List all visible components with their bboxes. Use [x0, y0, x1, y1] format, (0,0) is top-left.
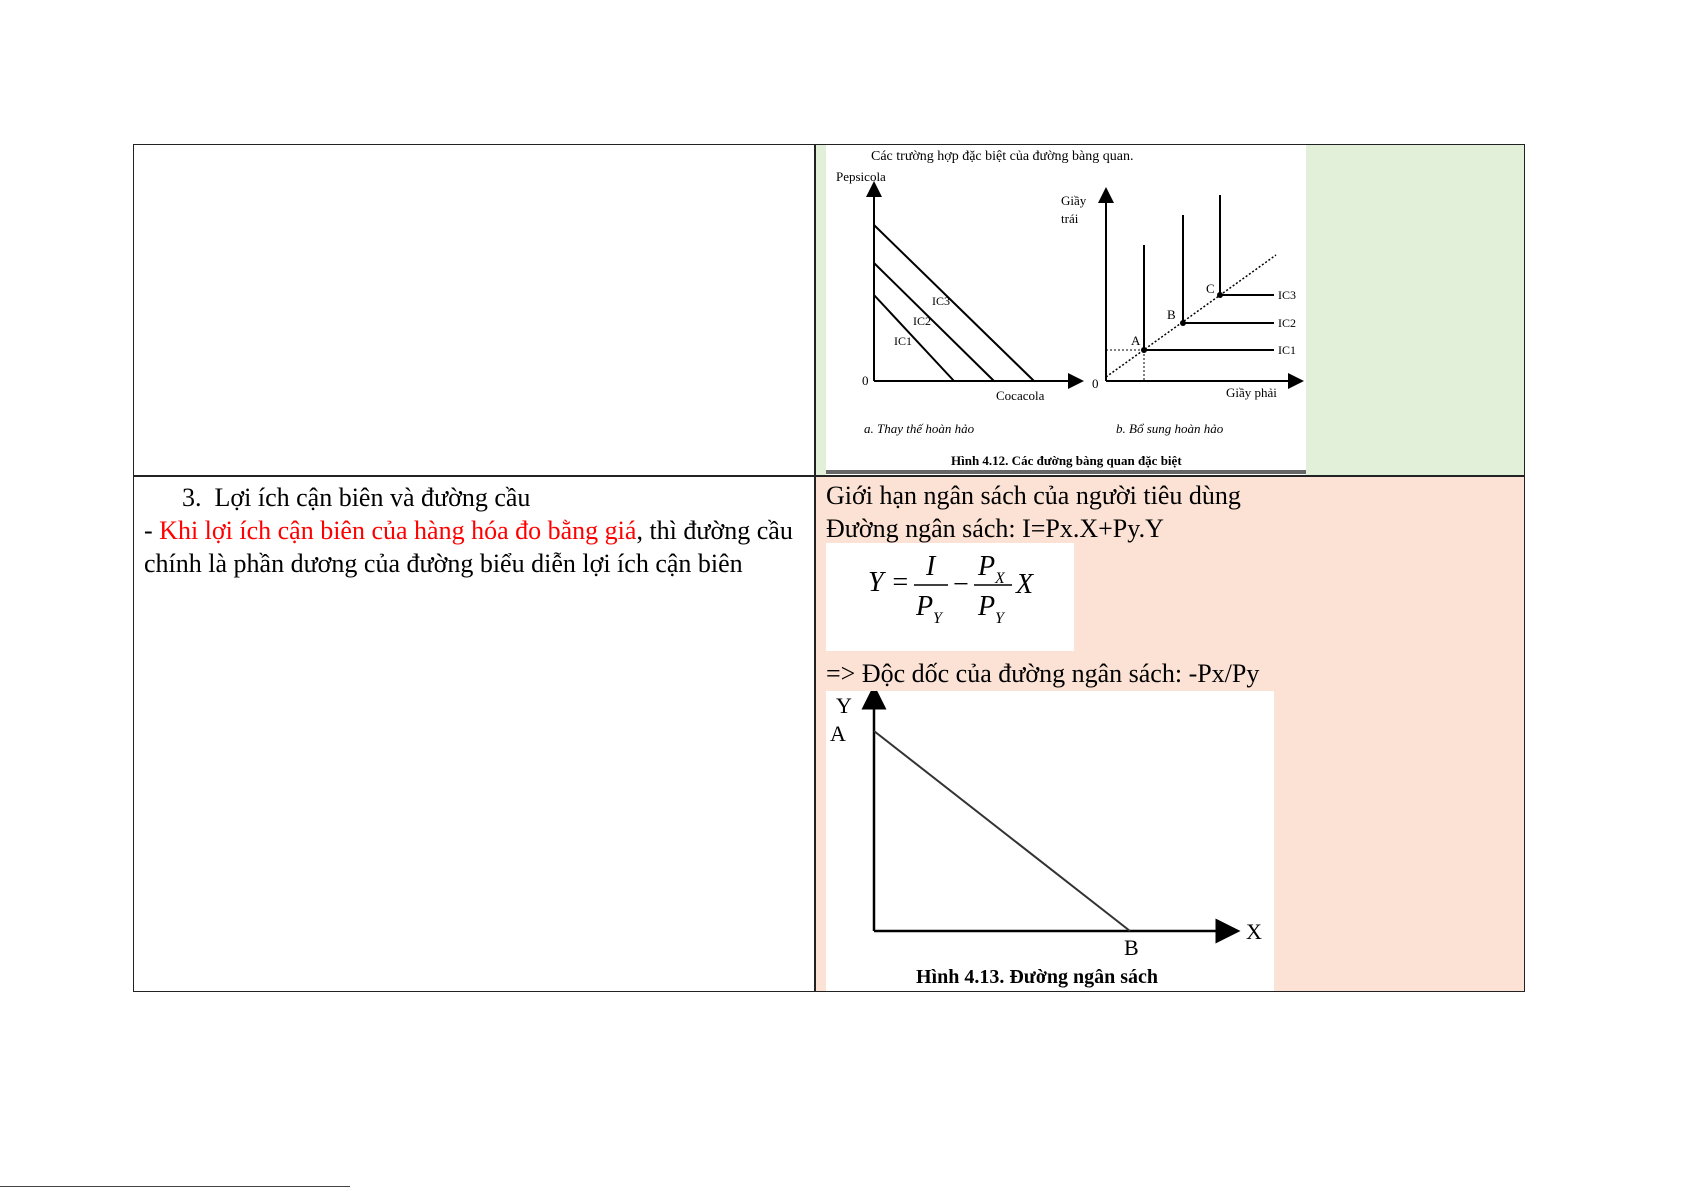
- ic1-l-curve: [1144, 245, 1274, 350]
- formula-num2: P: [978, 551, 996, 582]
- formula-num2-sub: X: [995, 570, 1005, 587]
- budget-line: [874, 731, 1130, 931]
- budget-formula: [826, 543, 1074, 651]
- formula-den2-sub: Y: [995, 610, 1004, 627]
- point-b: [1180, 320, 1186, 326]
- heading-number: 3.: [182, 483, 202, 512]
- ic3-label: IC3: [932, 294, 950, 308]
- indifference-curves-svg: [826, 145, 1306, 475]
- panel-b-x-label: Giầy phải: [1226, 385, 1277, 400]
- budget-x-label: X: [1246, 919, 1262, 944]
- indifference-curves-figure: [826, 145, 1306, 475]
- budget-heading: Giới hạn ngân sách của người tiêu dùng: [826, 481, 1241, 510]
- point-c-label: C: [1206, 281, 1215, 296]
- formula-lhs: Y =: [868, 567, 910, 598]
- para-prefix: -: [144, 516, 160, 545]
- point-a: [1141, 347, 1147, 353]
- ic3-line: [874, 225, 1034, 381]
- cell-bottom-right: [816, 477, 1524, 991]
- ic1-label: IC1: [894, 334, 912, 348]
- para-highlight: Khi lợi ích cận biên của hàng hóa đo bằng giá: [159, 516, 637, 545]
- ic2-label: IC2: [913, 314, 931, 328]
- ic2-l-curve: [1183, 215, 1274, 323]
- formula-minus: −: [953, 569, 969, 600]
- cell-bottom-left: [134, 477, 814, 991]
- footer-rule: [0, 1186, 350, 1187]
- panel-b-origin: 0: [1092, 376, 1099, 391]
- formula-tail: X: [1016, 569, 1034, 600]
- ic2-l-label: IC2: [1278, 316, 1296, 330]
- budget-y-label: Y: [836, 693, 852, 718]
- panel-b-y-label-line1: Giầy: [1061, 193, 1087, 208]
- panel-b-y-label-line2: trái: [1061, 211, 1079, 226]
- budget-point-b-label: B: [1124, 935, 1139, 960]
- ic3-l-label: IC3: [1278, 288, 1296, 302]
- content-table: [133, 144, 1525, 992]
- budget-line-svg: [826, 691, 1274, 991]
- formula-svg: [826, 543, 1074, 651]
- heading-text: Lợi ích cận biên và đường cầu: [214, 483, 531, 512]
- panel-a-origin: 0: [862, 373, 869, 388]
- formula-num1: I: [926, 551, 936, 582]
- budget-point-a-label: A: [830, 721, 846, 746]
- formula-den1-sub: Y: [933, 610, 942, 627]
- budget-equation: Đường ngân sách: I=Px.X+Py.Y: [826, 514, 1164, 543]
- cell-top-left: [134, 145, 814, 475]
- figure-1-bottom-bar: [826, 470, 1306, 474]
- formula-den2: P: [978, 591, 996, 622]
- panel-a-x-label: Cocacola: [996, 388, 1045, 403]
- section-paragraph: [144, 514, 804, 580]
- figure-2-caption: Hình 4.13. Đường ngân sách: [916, 966, 1159, 988]
- point-a-label: A: [1131, 333, 1141, 348]
- point-b-label: B: [1167, 307, 1176, 322]
- ic3-l-curve: [1220, 195, 1274, 295]
- section-heading: [144, 481, 804, 514]
- panel-a-caption: a. Thay thế hoàn hảo: [864, 421, 975, 436]
- figure-header: Các trường hợp đặc biệt của đường bàng quan.: [871, 149, 1134, 164]
- figure-1-caption: Hình 4.12. Các đường bàng quan đặc biệt: [951, 453, 1182, 468]
- formula-den1: P: [916, 591, 934, 622]
- panel-b-caption: b. Bổ sung hoàn hảo: [1116, 421, 1224, 436]
- budget-slope: => Độc dốc của đường ngân sách: -Px/Py: [826, 659, 1260, 688]
- ic2-line: [874, 263, 994, 381]
- budget-line-figure: [826, 691, 1274, 991]
- para-rest: , thì đường cầu chính là phần dương của đường biểu diễn lợi ích cận biên: [144, 516, 793, 578]
- cell-top-right: [816, 145, 1524, 475]
- panel-a-y-label: Pepsicola: [836, 169, 886, 184]
- point-c: [1217, 292, 1223, 298]
- expansion-path: [1106, 255, 1276, 377]
- ic1-l-label: IC1: [1278, 343, 1296, 357]
